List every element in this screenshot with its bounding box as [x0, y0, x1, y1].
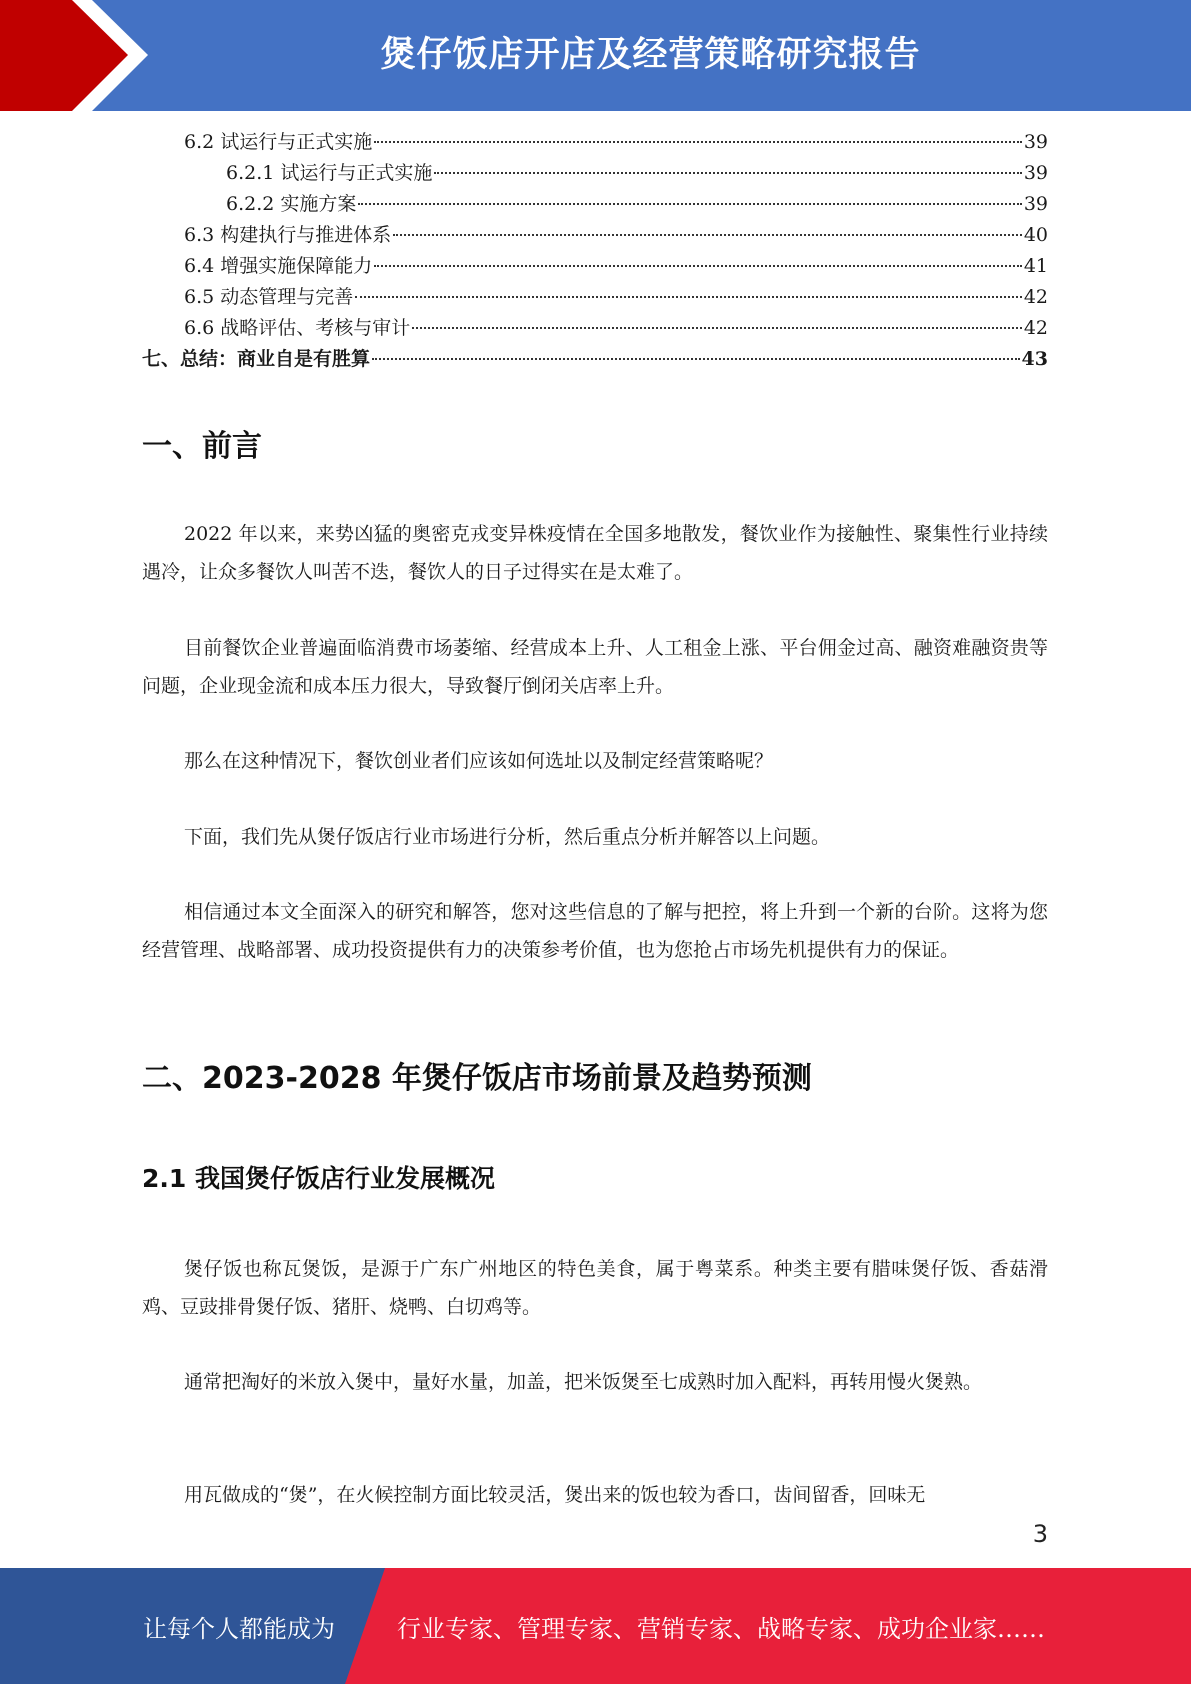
toc-leader-dots [374, 141, 1022, 143]
body-paragraph: 通常把淘好的米放入煲中，量好水量，加盖，把米饭煲至七成熟时加入配料，再转用慢火煲熟。 [184, 1371, 983, 1393]
document-title: 煲仔饭店开店及经营策略研究报告 [380, 35, 921, 75]
body-paragraph: 那么在这种情况下，餐饮创业者们应该如何选址以及制定经营策略呢？ [184, 750, 774, 772]
toc-entry-label: 6.6 战略评估、考核与审计 [184, 317, 411, 339]
header-arrow-graphic [0, 0, 160, 111]
toc-entry[interactable] [142, 189, 1048, 220]
toc-leader-dots [358, 203, 1021, 205]
page-footer [0, 1568, 1191, 1684]
toc-entry-page: 39 [1023, 193, 1048, 215]
toc-entry-label: 6.5 动态管理与完善 [184, 286, 354, 308]
toc-entry-page: 40 [1023, 224, 1048, 246]
toc-entry-label: 6.2.1 试运行与正式实施 [226, 162, 433, 184]
toc-entry-label: 6.2 试运行与正式实施 [184, 131, 373, 153]
toc-entry-label: 七、总结：商业自是有胜算 [142, 348, 371, 370]
toc-entry-chapter[interactable] [142, 344, 1048, 375]
subsection-heading: 2.1 我国煲仔饭店行业发展概况 [142, 1164, 495, 1193]
toc-entry[interactable] [142, 251, 1048, 282]
body-paragraph: 目前餐饮企业普遍面临消费市场萎缩、经营成本上升、人工租金上涨、平台佣金过高、融资难融资贵等问题，企业现金流和成本压力很大，导致餐厅倒闭关店率上升。 [142, 637, 1048, 697]
page-number: 3 [1032, 1520, 1048, 1548]
table-of-contents [142, 127, 1048, 375]
toc-leader-dots [374, 265, 1022, 267]
section-heading-preface: 一、前言 [142, 429, 262, 464]
toc-entry-page: 42 [1023, 286, 1048, 308]
toc-leader-dots [372, 358, 1020, 360]
toc-entry[interactable] [142, 313, 1048, 344]
toc-entry-page: 41 [1023, 255, 1048, 277]
page-header [0, 0, 1191, 111]
footer-slogan-left: 让每个人都能成为 [143, 1614, 335, 1643]
footer-slogan-right: 行业专家、管理专家、营销专家、战略专家、成功企业家…… [397, 1614, 1045, 1643]
toc-entry-page: 43 [1021, 348, 1048, 370]
body-paragraph: 煲仔饭也称瓦煲饭，是源于广东广州地区的特色美食，属于粤菜系。种类主要有腊味煲仔饭、香菇滑鸡、豆豉排骨煲仔饭、猪肝、烧鸭、白切鸡等。 [142, 1258, 1048, 1318]
toc-entry-page: 42 [1023, 317, 1048, 339]
toc-entry-label: 6.3 构建执行与推进体系 [184, 224, 392, 246]
toc-leader-dots [355, 296, 1022, 298]
toc-entry[interactable] [142, 158, 1048, 189]
toc-entry-label: 6.2.2 实施方案 [226, 193, 357, 215]
toc-entry-label: 6.4 增强实施保障能力 [184, 255, 373, 277]
body-paragraph: 2022 年以来，来势凶猛的奥密克戎变异株疫情在全国多地散发，餐饮业作为接触性、聚集性行业持续遇冷，让众多餐饮人叫苦不迭，餐饮人的日子过得实在是太难了。 [142, 523, 1048, 583]
toc-entry-page: 39 [1023, 162, 1048, 184]
section-heading-market-outlook: 二、2023-2028 年煲仔饭店市场前景及趋势预测 [142, 1061, 812, 1096]
body-paragraph: 下面，我们先从煲仔饭店行业市场进行分析，然后重点分析并解答以上问题。 [184, 826, 831, 848]
toc-entry[interactable] [142, 127, 1048, 158]
toc-leader-dots [412, 327, 1022, 329]
toc-entry-page: 39 [1023, 131, 1048, 153]
toc-entry[interactable] [142, 220, 1048, 251]
toc-entry[interactable] [142, 282, 1048, 313]
toc-leader-dots [434, 172, 1021, 174]
body-paragraph: 相信通过本文全面深入的研究和解答，您对这些信息的了解与把控，将上升到一个新的台阶。这将为您经营管理、战略部署、成功投资提供有力的决策参考价值，也为您抢占市场先机提供有力的保证。 [142, 901, 1048, 961]
toc-leader-dots [393, 234, 1022, 236]
body-paragraph: 用瓦做成的“煲”，在火候控制方面比较灵活，煲出来的饭也较为香口，齿间留香，回味无 [184, 1484, 926, 1506]
